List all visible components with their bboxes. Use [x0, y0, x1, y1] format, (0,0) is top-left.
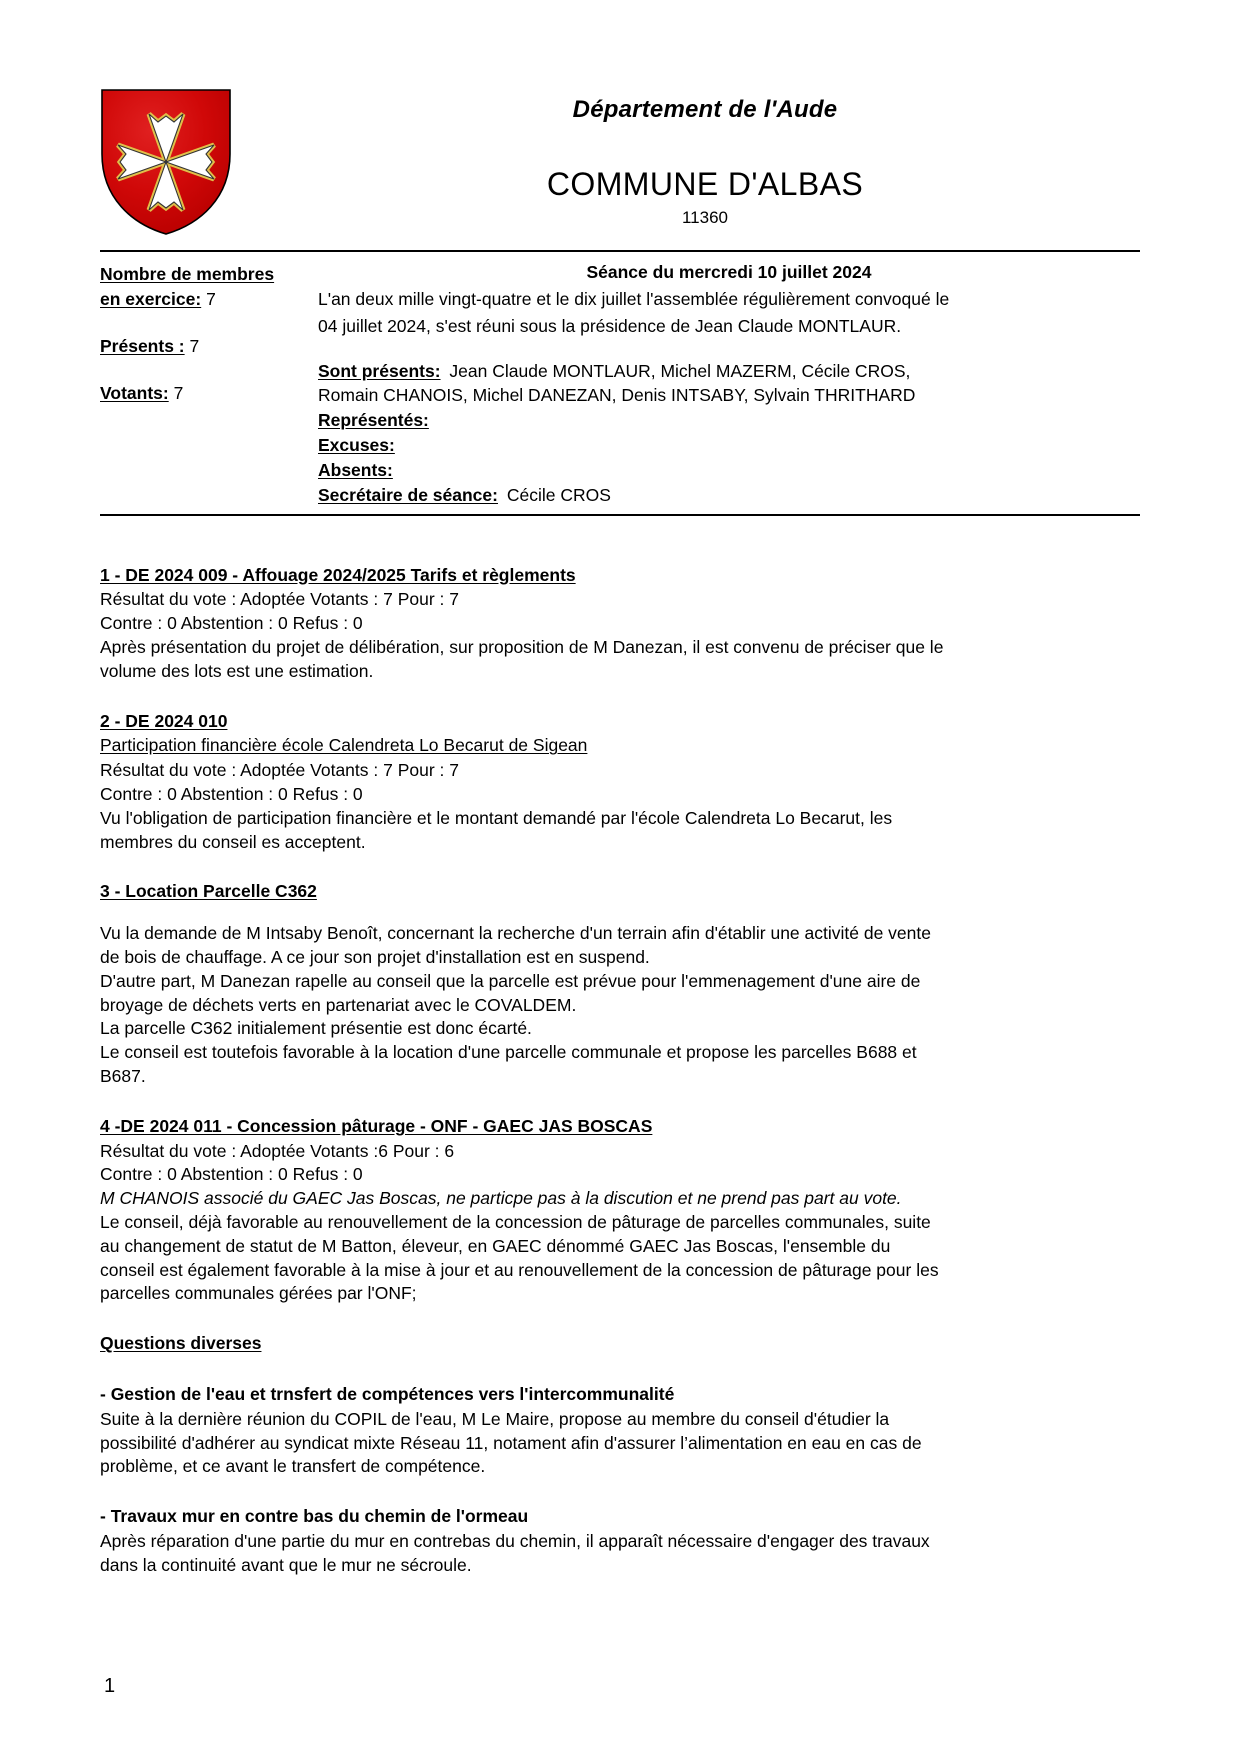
section-title: 3 - Location Parcelle C362: [100, 881, 317, 902]
meeting-details: [318, 260, 1140, 508]
body-line: broyage de déchets verts en partenariat avec le COVALDEM.: [100, 994, 577, 1015]
spacer: [100, 854, 1140, 880]
attendance-counts: [100, 260, 318, 508]
vote-line-1: Résultat du vote : Adoptée Votants : 7 Pour : 7: [100, 760, 459, 781]
body-line: B687.: [100, 1065, 146, 1086]
members-label-row: [100, 262, 318, 287]
body-line: parcelles communales gérées par l'ONF;: [100, 1283, 417, 1304]
document-body: [100, 516, 1140, 1578]
question-item-2: [100, 1505, 1140, 1577]
presents-row: [100, 334, 318, 359]
page-number: 1: [104, 1675, 116, 1697]
spacer: [318, 341, 1140, 359]
resolution-section-4: [100, 1115, 1140, 1306]
spacer: [100, 359, 318, 381]
votants-value: 7: [173, 382, 184, 403]
vote-line-1: Résultat du vote : Adoptée Votants : 7 Pour : 7: [100, 589, 459, 610]
intro-line-2: 04 juillet 2024, s'est réuni sous la présidence de Jean Claude MONTLAUR.: [318, 315, 902, 336]
body-line: possibilité d'adhérer au syndicat mixte Réseau 11, notament afin d'assurer l’alimentation en eau en cas de: [100, 1432, 922, 1453]
body-line: D'autre part, M Danezan rapelle au conseil que la parcelle est prévue pour l'emmenagement d'une aire de: [100, 970, 921, 991]
document-header: [0, 0, 1240, 250]
excuses-label: Excuses:: [318, 435, 395, 456]
secretaire-label: Secrétaire de séance:: [318, 484, 498, 505]
presents-names-line2-row: [318, 383, 1140, 408]
body-line: membres du conseil es acceptent.: [100, 831, 366, 852]
question-title: - Travaux mur en contre bas du chemin de l'ormeau: [100, 1506, 529, 1527]
spacer: [100, 684, 1140, 710]
abstention-note: M CHANOIS associé du GAEC Jas Boscas, ne particpe pas à la discution et ne prend pas part au vote.: [100, 1188, 902, 1209]
body-line: La parcelle C362 initialement présentie est donc écarté.: [100, 1018, 532, 1039]
presents-row: [318, 359, 1140, 384]
absents-label: Absents:: [318, 459, 393, 480]
body-line: Vu l'obligation de participation financière et le montant demandé par l'école Calendreta Lo Becarut, les: [100, 807, 893, 828]
members-value: 7: [206, 288, 216, 309]
section-title: 1 - DE 2024 009 - Affouage 2024/2025 Tarifs et règlements: [100, 564, 576, 585]
body-line: Vu la demande de M Intsaby Benoît, concernant la recherche d'un terrain afin d'établir une activité de vente: [100, 923, 931, 944]
representes-row: [318, 408, 1140, 433]
spacer: [100, 1357, 1140, 1383]
section-title: 2 - DE 2024 010: [100, 710, 228, 731]
spacer: [100, 1306, 1140, 1332]
secretaire-row: [318, 483, 1140, 508]
members-value-row: [100, 287, 318, 312]
department-title: Département de l'Aude: [572, 96, 838, 123]
vote-line-2: Contre : 0 Abstention : 0 Refus : 0: [100, 783, 363, 804]
presents-label: Présents :: [100, 335, 185, 356]
presents-value: 7: [189, 335, 200, 356]
body-line: dans la continuité avant que le mur ne sécroule.: [100, 1554, 472, 1575]
body-line: de bois de chauffage. A ce jour son projet d'installation est en suspend.: [100, 946, 650, 967]
postal-code: 11360: [681, 207, 728, 227]
presents-names-line2: Romain CHANOIS, Michel DANEZAN, Denis INTSABY, Sylvain THRITHARD: [318, 385, 916, 406]
excuses-row: [318, 433, 1140, 458]
presents-names-line1: Jean Claude MONTLAUR, Michel MAZERM, Cécile CROS,: [449, 360, 911, 381]
body-line: au changement de statut de M Batton, éleveur, en GAEC dénommé GAEC Jas Boscas, l'ensemble du: [100, 1235, 891, 1256]
votants-label: Votants:: [100, 382, 169, 403]
spacer: [100, 1089, 1140, 1115]
body-line: conseil est également favorable à la mise à jour et au renouvellement de la concession de pâturage pour les: [100, 1259, 939, 1280]
vote-line-1: Résultat du vote : Adoptée Votants :6 Pour : 6: [100, 1140, 455, 1161]
presents-label: Sont présents:: [318, 360, 441, 381]
body-line: Le conseil, déjà favorable au renouvellement de la concession de pâturage de parcelles communales, suite: [100, 1211, 931, 1232]
question-item-1: [100, 1383, 1140, 1479]
vote-line-2: Contre : 0 Abstention : 0 Refus : 0: [100, 613, 363, 634]
section-title: 4 -DE 2024 011 - Concession pâturage - ONF - GAEC JAS BOSCAS: [100, 1115, 653, 1136]
body-line: Après réparation d'une partie du mur en contrebas du chemin, il apparaît nécessaire d'engager des travaux: [100, 1530, 930, 1551]
body-line: Suite à la dernière réunion du COPIL de l'eau, M Le Maire, propose au membre du conseil d'étudier la: [100, 1408, 890, 1429]
questions-heading: Questions diverses: [100, 1333, 262, 1354]
commune-title: COMMUNE D'ALBAS: [546, 165, 864, 202]
spacer: [100, 312, 318, 334]
members-label-line2: en exercice:: [100, 288, 202, 309]
members-label-line1: Nombre de membres: [100, 264, 275, 284]
body-line: problème, et ce avant le transfert de compétence.: [100, 1456, 486, 1477]
coat-of-arms-icon: [100, 88, 232, 236]
crest-container: [100, 88, 300, 236]
body-line: Le conseil est toutefois favorable à la location d'une parcelle communale et propose les parcelles B688 et: [100, 1042, 917, 1063]
vote-line-2: Contre : 0 Abstention : 0 Refus : 0: [100, 1164, 363, 1185]
secretaire-value: Cécile CROS: [506, 484, 611, 505]
spacer: [100, 1479, 1140, 1505]
question-title: - Gestion de l'eau et trnsfert de compétences vers l'intercommunalité: [100, 1383, 675, 1404]
resolution-section-2: [100, 710, 1140, 855]
resolution-section-3: [100, 880, 1140, 1088]
header-titles: [300, 88, 1140, 228]
absents-row: [318, 458, 1140, 483]
meeting-info-block: [100, 250, 1140, 516]
questions-diverses-section: [100, 1332, 1140, 1577]
votants-row: [100, 381, 318, 406]
seance-title: Séance du mercredi 10 juillet 2024: [586, 262, 872, 282]
body-line: volume des lots est une estimation.: [100, 660, 374, 681]
spacer: [100, 905, 1140, 922]
representes-label: Représentés:: [318, 410, 429, 431]
intro-line-1: L'an deux mille vingt-quatre et le dix juillet l'assemblée régulièrement convoqué le: [318, 288, 950, 309]
body-line: Après présentation du projet de délibération, sur proposition de M Danezan, il est convenu de préciser que le: [100, 636, 944, 657]
section-subtitle: Participation financière école Calendreta Lo Becarut de Sigean: [100, 735, 588, 756]
resolution-section-1: [100, 564, 1140, 684]
